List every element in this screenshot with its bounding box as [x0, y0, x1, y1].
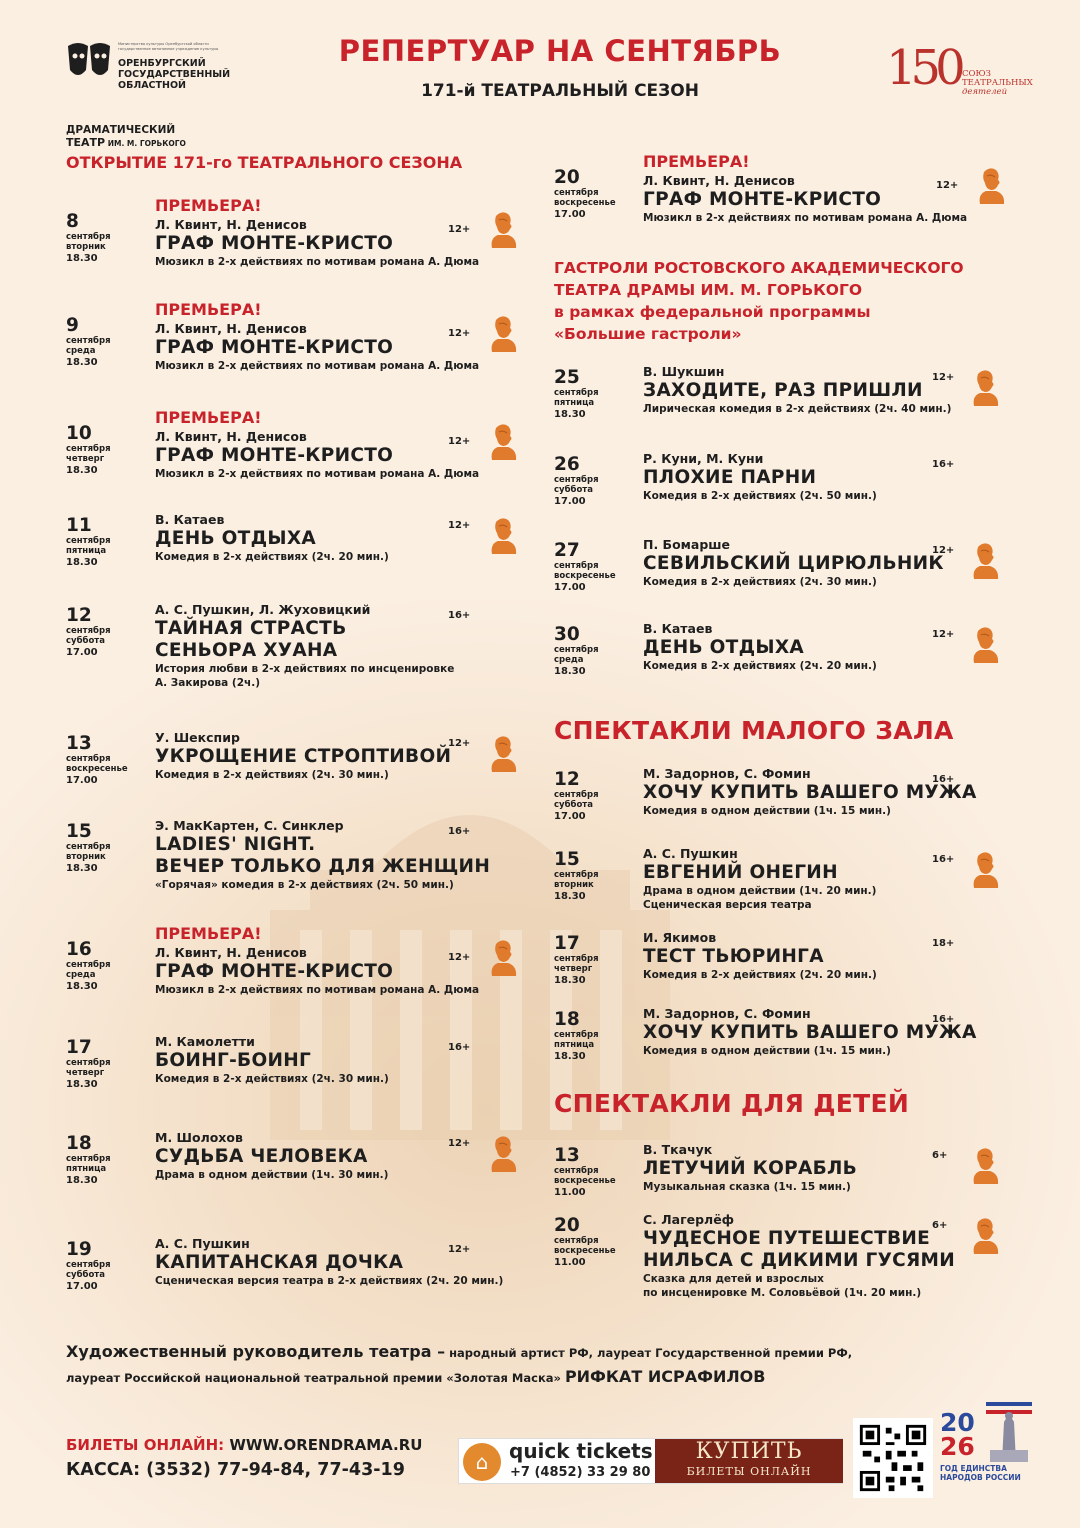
entry-description: Мюзикл в 2-х действиях по мотивам романа А. Дюма	[643, 212, 968, 224]
entry-info	[643, 1142, 857, 1194]
entry-description: Комедия в 2-х действиях (2ч. 50 мин.)	[643, 490, 877, 502]
logo-line-3-small: ИМ. М. ГОРЬКОГО	[105, 139, 186, 148]
entry-time: 11.00	[554, 1257, 586, 1268]
entry-month: сентября	[66, 444, 111, 454]
entry-info	[643, 930, 877, 982]
entry-date	[554, 625, 640, 678]
age-rating: 18+	[932, 938, 955, 949]
box-office-phones: КАССА: (3532) 77-94-84, 77-43-19	[66, 1460, 405, 1480]
age-rating: 12+	[448, 224, 471, 235]
entry-month: сентября	[66, 842, 111, 852]
gorky-bust-icon	[486, 210, 520, 248]
entry-description-line-2: по инсценировке М. Соловьёвой (1ч. 20 мин.)	[643, 1287, 922, 1299]
year-digits-26: 26	[940, 1432, 975, 1461]
entry-date	[66, 212, 152, 265]
premiere-label: ПРЕМЬЕРА!	[155, 300, 262, 319]
entry-author: П. Бомарше	[643, 537, 731, 552]
age-rating: 12+	[932, 372, 955, 383]
logo-line-2: ДРАМАТИЧЕСКИЙ	[66, 124, 176, 136]
entry-day: 8	[66, 211, 79, 232]
entry-day: 27	[554, 540, 580, 561]
entry-day: 17	[66, 1037, 92, 1058]
gorky-bust-icon	[486, 1134, 520, 1172]
entry-day: 20	[554, 167, 580, 188]
buy-label: КУПИТЬ	[695, 1439, 803, 1464]
union-logo-text	[962, 70, 1033, 97]
age-rating: 12+	[448, 436, 471, 447]
entry-month: сентября	[66, 754, 111, 764]
entry-time: 18.30	[66, 253, 98, 264]
entry-author: Л. Квинт, Н. Денисов	[155, 429, 307, 444]
section-small-hall: СПЕКТАКЛИ МАЛОГО ЗАЛА	[554, 716, 954, 745]
entry-title: ЗАХОДИТЕ, РАЗ ПРИШЛИ	[643, 380, 923, 401]
age-rating: 12+	[448, 1244, 471, 1255]
entry-author: М. Шолохов	[155, 1130, 243, 1145]
gorky-bust-icon	[968, 1216, 1002, 1254]
entry-date	[554, 1010, 640, 1063]
entry-title: LADIES' NIGHT.	[155, 834, 316, 855]
age-rating: 16+	[932, 854, 955, 865]
entry-description: «Горячая» комедия в 2-х действиях (2ч. 50 мин.)	[155, 879, 454, 891]
entry-month: сентября	[66, 336, 111, 346]
section-children: СПЕКТАКЛИ ДЛЯ ДЕТЕЙ	[554, 1089, 910, 1118]
entry-info	[155, 512, 389, 564]
entry-day: 11	[66, 515, 92, 536]
entry-date	[554, 455, 640, 508]
entry-day: 30	[554, 624, 580, 645]
entry-time: 11.00	[554, 1187, 586, 1198]
director-award: лауреат Российской национальной театральной премии «Золотая Маска»	[66, 1371, 565, 1385]
entry-author: М. Задорнов, С. Фомин	[643, 766, 811, 781]
age-rating: 16+	[448, 610, 471, 621]
entry-info	[643, 621, 877, 673]
entry-description: Сценическая версия театра в 2-х действиях (2ч. 20 мин.)	[155, 1275, 504, 1287]
entry-title: ГРАФ МОНТЕ-КРИСТО	[643, 189, 882, 210]
gorky-bust-icon	[486, 314, 520, 352]
entry-month: сентября	[554, 475, 599, 485]
entry-description: Сказка для детей и взрослых	[643, 1273, 824, 1285]
entry-description: Мюзикл в 2-х действиях по мотивам романа А. Дюма	[155, 468, 480, 480]
entry-month: сентября	[66, 536, 111, 546]
entry-info	[155, 924, 479, 997]
entry-description: Мюзикл в 2-х действиях по мотивам романа А. Дюма	[155, 256, 480, 268]
entry-info	[643, 1212, 955, 1300]
section-opening: ОТКРЫТИЕ 171-го ТЕАТРАЛЬНОГО СЕЗОНА	[66, 153, 463, 172]
page-title: РЕПЕРТУАР НА СЕНТЯБРЬ	[338, 34, 782, 68]
entry-author: В. Ткачук	[643, 1142, 713, 1157]
buy-tickets-button[interactable]	[655, 1439, 843, 1483]
entry-info	[643, 537, 944, 589]
year-digits-20: 20	[940, 1408, 975, 1437]
theatre-building-icon: ⌂	[463, 1443, 501, 1481]
entry-description: Мюзикл в 2-х действиях по мотивам романа А. Дюма	[155, 360, 480, 372]
entry-description: Комедия в 2-х действиях (2ч. 20 мин.)	[155, 551, 389, 563]
entry-description: Комедия в 2-х действиях (2ч. 30 мин.)	[155, 1073, 389, 1085]
entry-title-line-2: СЕНЬОРА ХУАНА	[155, 640, 338, 661]
premiere-label: ПРЕМЬЕРА!	[155, 196, 262, 215]
section-tour	[554, 257, 1024, 345]
gorky-bust-icon	[974, 166, 1008, 204]
entry-month: сентября	[554, 1236, 599, 1246]
entry-date	[66, 424, 152, 477]
entry-weekday: пятница	[554, 1040, 595, 1050]
theatre-logo	[66, 40, 236, 149]
director-line-2	[66, 1365, 1026, 1390]
year-of-unity-logo	[940, 1392, 1036, 1492]
entry-time: 17.00	[554, 496, 586, 507]
entry-title: ДЕНЬ ОТДЫХА	[155, 528, 317, 549]
entry-day: 16	[66, 939, 92, 960]
tickets-info	[66, 1436, 422, 1480]
entry-description: История любви в 2-х действиях по инсценировке	[155, 663, 455, 675]
entry-info	[155, 730, 451, 782]
age-rating: 12+	[448, 738, 471, 749]
entry-day: 13	[66, 733, 92, 754]
entry-author: А. С. Пушкин	[155, 1236, 250, 1251]
entry-month: сентября	[66, 1058, 111, 1068]
entry-title: ДЕНЬ ОТДЫХА	[643, 637, 805, 658]
entry-weekday: четверг	[554, 964, 593, 974]
age-rating: 12+	[448, 328, 471, 339]
entry-weekday: воскресенье	[554, 1176, 616, 1186]
entry-title: ГРАФ МОНТЕ-КРИСТО	[155, 445, 394, 466]
entry-day: 12	[66, 605, 92, 626]
entry-info	[643, 846, 876, 912]
director-name: РИФКАТ ИСРАФИЛОВ	[564, 1367, 766, 1386]
gorky-bust-icon	[968, 368, 1002, 406]
section-tour-line-4: «Большие гастроли»	[554, 325, 742, 343]
entry-weekday: суббота	[66, 636, 105, 646]
entry-weekday: среда	[66, 970, 96, 980]
entry-time: 17.00	[66, 775, 98, 786]
entry-time: 18.30	[66, 557, 98, 568]
entry-date	[66, 1134, 152, 1187]
entry-author: С. Лагерлёф	[643, 1212, 735, 1227]
entry-author: А. С. Пушкин	[643, 846, 738, 861]
entry-date	[554, 1146, 640, 1199]
entry-month: сентября	[554, 1166, 599, 1176]
entry-day: 18	[554, 1009, 580, 1030]
entry-info	[155, 1130, 388, 1182]
quick-tickets-brand: quick tickets	[509, 1439, 653, 1463]
entry-day: 15	[554, 849, 580, 870]
entry-author: А. С. Пушкин, Л. Жуховицкий	[155, 602, 371, 617]
gorky-bust-icon	[968, 541, 1002, 579]
entry-date	[554, 168, 640, 221]
entry-author: В. Катаев	[643, 621, 713, 636]
entry-month: сентября	[554, 954, 599, 964]
entry-month: сентября	[66, 232, 111, 242]
entry-time: 18.30	[66, 465, 98, 476]
entry-title: ЛЕТУЧИЙ КОРАБЛЬ	[643, 1158, 858, 1179]
entry-author: В. Шукшин	[643, 364, 725, 379]
entry-info	[155, 196, 479, 269]
entry-date	[66, 1240, 152, 1293]
entry-author: М. Камолетти	[155, 1034, 255, 1049]
entry-description-line-2: Сценическая версия театра	[643, 899, 812, 911]
entry-date	[66, 940, 152, 993]
entry-description: Музыкальная сказка (1ч. 15 мин.)	[643, 1181, 851, 1193]
entry-date	[66, 1038, 152, 1091]
entry-author: Э. МакКартен, С. Синклер	[155, 818, 344, 833]
premiere-label: ПРЕМЬЕРА!	[155, 408, 262, 427]
entry-month: сентября	[554, 188, 599, 198]
entry-time: 18.30	[66, 1079, 98, 1090]
entry-weekday: пятница	[66, 546, 107, 556]
entry-title: СЕВИЛЬСКИЙ ЦИРЮЛЬНИК	[643, 553, 944, 574]
entry-description: Комедия в 2-х действиях (2ч. 30 мин.)	[643, 576, 877, 588]
entry-day: 19	[66, 1239, 92, 1260]
entry-time: 18.30	[554, 975, 586, 986]
director-titles: народный артист РФ, лауреат Государственной премии РФ,	[445, 1346, 853, 1360]
age-rating: 12+	[448, 520, 471, 531]
qr-code-icon[interactable]	[853, 1418, 933, 1498]
union-logo	[886, 40, 1036, 102]
entry-date	[66, 822, 152, 875]
gorky-bust-icon	[486, 734, 520, 772]
gorky-bust-icon	[968, 625, 1002, 663]
entry-description: Драма в одном действии (1ч. 30 мин.)	[155, 1169, 389, 1181]
gorky-bust-icon	[486, 938, 520, 976]
entry-weekday: воскресенье	[554, 571, 616, 581]
entry-date	[66, 734, 152, 787]
logo-line-3-main: ТЕАТР	[66, 136, 106, 149]
entry-description: Лирическая комедия в 2-х действиях (2ч. 40 мин.)	[643, 403, 952, 415]
entry-author: Л. Квинт, Н. Денисов	[155, 945, 307, 960]
entry-info	[643, 766, 977, 818]
age-rating: 6+	[932, 1150, 948, 1161]
entry-weekday: четверг	[66, 454, 105, 464]
entry-info	[155, 818, 490, 892]
entry-month: сентября	[66, 960, 111, 970]
entry-title: ТЕСТ ТЬЮРИНГА	[643, 946, 824, 967]
entry-weekday: вторник	[66, 852, 106, 862]
entry-author: И. Якимов	[643, 930, 717, 945]
age-rating: 6+	[932, 1220, 948, 1231]
quick-tickets-banner[interactable]	[458, 1438, 843, 1484]
entry-month: сентября	[66, 626, 111, 636]
artistic-director	[66, 1340, 1026, 1390]
union-logo-line-1: СОЮЗ	[962, 69, 991, 79]
entry-month: сентября	[554, 870, 599, 880]
tickets-label: БИЛЕТЫ ОНЛАЙН:	[66, 1436, 230, 1454]
entry-author: М. Задорнов, С. Фомин	[643, 1006, 811, 1021]
entry-day: 25	[554, 367, 580, 388]
age-rating: 12+	[448, 1138, 471, 1149]
entry-weekday: вторник	[66, 242, 106, 252]
entry-author: Л. Квинт, Н. Денисов	[643, 173, 795, 188]
entry-date	[554, 770, 640, 823]
union-logo-line-3-italic: деятелей	[962, 87, 1008, 97]
entry-month: сентября	[66, 1260, 111, 1270]
page-subtitle: 171-й ТЕАТРАЛЬНЫЙ СЕЗОН	[421, 81, 699, 101]
entry-title: БОИНГ-БОИНГ	[155, 1050, 312, 1071]
entry-month: сентября	[554, 388, 599, 398]
entry-time: 17.00	[554, 582, 586, 593]
entry-time: 17.00	[554, 209, 586, 220]
entry-title: УКРОЩЕНИЕ СТРОПТИВОЙ	[155, 746, 452, 767]
entry-description: Драма в одном действии (1ч. 20 мин.)	[643, 885, 877, 897]
entry-time: 17.00	[66, 1281, 98, 1292]
entry-time: 18.30	[554, 666, 586, 677]
age-rating: 16+	[932, 1014, 955, 1025]
entry-weekday: суббота	[554, 485, 593, 495]
entry-info	[643, 1006, 977, 1058]
gorky-bust-icon	[486, 516, 520, 554]
entry-title: СУДЬБА ЧЕЛОВЕКА	[155, 1146, 368, 1167]
section-tour-line-3: в рамках федеральной программы	[554, 303, 871, 321]
entry-info	[643, 152, 967, 225]
premiere-label: ПРЕМЬЕРА!	[643, 152, 750, 171]
entry-date	[554, 934, 640, 987]
entry-day: 18	[66, 1133, 92, 1154]
director-line-1	[66, 1340, 1026, 1365]
buy-sublabel: БИЛЕТЫ ОНЛАЙН	[686, 1465, 812, 1478]
entry-description: Комедия в 2-х действиях (2ч. 20 мин.)	[643, 660, 877, 672]
entry-weekday: пятница	[554, 398, 595, 408]
entry-date	[554, 1216, 640, 1269]
logo-line-1: ОРЕНБУРГСКИЙ ГОСУДАРСТВЕННЫЙ ОБЛАСТНОЙ	[118, 58, 231, 91]
entry-month: сентября	[554, 1030, 599, 1040]
entry-title: ГРАФ МОНТЕ-КРИСТО	[155, 233, 394, 254]
entry-author: Л. Квинт, Н. Денисов	[155, 217, 307, 232]
entry-title: ЧУДЕСНОЕ ПУТЕШЕСТВИЕ	[643, 1228, 931, 1249]
gorky-bust-icon	[968, 850, 1002, 888]
section-tour-line-2: ТЕАТРА ДРАМЫ ИМ. М. ГОРЬКОГО	[554, 281, 863, 299]
age-rating: 12+	[932, 629, 955, 640]
age-rating: 12+	[932, 545, 955, 556]
entry-author: У. Шекспир	[155, 730, 240, 745]
entry-description: Мюзикл в 2-х действиях по мотивам романа А. Дюма	[155, 984, 480, 996]
entry-weekday: четверг	[66, 1068, 105, 1078]
entry-title: ГРАФ МОНТЕ-КРИСТО	[155, 961, 394, 982]
entry-month: сентября	[554, 645, 599, 655]
entry-weekday: суббота	[66, 1270, 105, 1280]
age-rating: 16+	[932, 774, 955, 785]
entry-title: ТАЙНАЯ СТРАСТЬ	[155, 618, 347, 639]
entry-title-line-2: НИЛЬСА С ДИКИМИ ГУСЯМИ	[643, 1250, 956, 1271]
age-rating: 12+	[936, 180, 959, 191]
entry-description: Комедия в одном действии (1ч. 15 мин.)	[643, 1045, 891, 1057]
entry-time: 18.30	[66, 357, 98, 368]
entry-time: 18.30	[66, 863, 98, 874]
entry-date	[66, 516, 152, 569]
entry-description: Комедия в 2-х действиях (2ч. 30 мин.)	[155, 769, 389, 781]
entry-date	[66, 606, 152, 659]
monument-icon	[984, 1392, 1034, 1462]
entry-title: ГРАФ МОНТЕ-КРИСТО	[155, 337, 394, 358]
entry-info	[643, 451, 877, 503]
entry-day: 20	[554, 1215, 580, 1236]
entry-day: 12	[554, 769, 580, 790]
theatre-masks-icon	[66, 40, 112, 84]
section-tour-line-1: ГАСТРОЛИ РОСТОВСКОГО АКАДЕМИЧЕСКОГО	[554, 259, 964, 277]
union-logo-number: 150	[886, 40, 960, 96]
entry-description-line-2: А. Закирова (2ч.)	[155, 677, 261, 689]
entry-info	[155, 602, 454, 690]
entry-weekday: пятница	[66, 1164, 107, 1174]
year-caption: ГОД ЕДИНСТВА НАРОДОВ РОССИИ	[940, 1464, 1021, 1482]
gorky-bust-icon	[486, 422, 520, 460]
logo-line-3	[66, 136, 186, 149]
tickets-site-link[interactable]: WWW.ORENDRAMA.RU	[229, 1436, 423, 1454]
union-logo-line-3	[962, 88, 1033, 97]
entry-date	[554, 368, 640, 421]
entry-title: ХОЧУ КУПИТЬ ВАШЕГО МУЖА	[643, 782, 977, 803]
entry-title-line-2: ВЕЧЕР ТОЛЬКО ДЛЯ ЖЕНЩИН	[155, 856, 491, 877]
logo-ministry-text: Министерство культуры Оренбургской области государственное автономное учреждение культуры	[118, 42, 219, 51]
quick-tickets-phone: +7 (4852) 33 29 80	[510, 1465, 651, 1480]
entry-author: Р. Куни, М. Куни	[643, 451, 764, 466]
entry-time: 18.30	[554, 409, 586, 420]
entry-day: 15	[66, 821, 92, 842]
entry-description: Комедия в одном действии (1ч. 15 мин.)	[643, 805, 891, 817]
entry-weekday: вторник	[554, 880, 594, 890]
entry-weekday: среда	[554, 655, 584, 665]
entry-day: 9	[66, 315, 79, 336]
age-rating: 12+	[448, 952, 471, 963]
entry-author: Л. Квинт, Н. Денисов	[155, 321, 307, 336]
age-rating: 16+	[448, 1042, 471, 1053]
entry-date	[66, 316, 152, 369]
entry-time: 18.30	[66, 981, 98, 992]
entry-day: 26	[554, 454, 580, 475]
premiere-label: ПРЕМЬЕРА!	[155, 924, 262, 943]
entry-weekday: воскресенье	[66, 764, 128, 774]
entry-weekday: среда	[66, 346, 96, 356]
entry-time: 18.30	[66, 1175, 98, 1186]
entry-info	[155, 408, 479, 481]
entry-title: ХОЧУ КУПИТЬ ВАШЕГО МУЖА	[643, 1022, 977, 1043]
entry-weekday: воскресенье	[554, 1246, 616, 1256]
entry-title: КАПИТАНСКАЯ ДОЧКА	[155, 1252, 404, 1273]
entry-title: ЕВГЕНИЙ ОНЕГИН	[643, 862, 838, 883]
entry-info	[155, 300, 479, 373]
age-rating: 16+	[448, 826, 471, 837]
entry-month: сентября	[66, 1154, 111, 1164]
entry-time: 18.30	[554, 1051, 586, 1062]
gorky-bust-icon	[968, 1146, 1002, 1184]
entry-time: 17.00	[66, 647, 98, 658]
entry-time: 18.30	[554, 891, 586, 902]
entry-date	[554, 850, 640, 903]
entry-month: сентября	[554, 790, 599, 800]
entry-month: сентября	[554, 561, 599, 571]
tickets-online	[66, 1436, 422, 1454]
entry-weekday: суббота	[554, 800, 593, 810]
entry-day: 10	[66, 423, 92, 444]
entry-title: ПЛОХИЕ ПАРНИ	[643, 467, 817, 488]
entry-time: 17.00	[554, 811, 586, 822]
union-logo-line-2: ТЕАТРАЛЬНЫХ	[962, 78, 1033, 88]
age-rating: 16+	[932, 459, 955, 470]
entry-info	[643, 364, 951, 416]
director-heading: Художественный руководитель театра –	[66, 1342, 446, 1361]
entry-day: 13	[554, 1145, 580, 1166]
entry-info	[155, 1034, 389, 1086]
entry-author: В. Катаев	[155, 512, 225, 527]
entry-day: 17	[554, 933, 580, 954]
entry-weekday: воскресенье	[554, 198, 616, 208]
entry-date	[554, 541, 640, 594]
entry-description: Комедия в 2-х действиях (2ч. 20 мин.)	[643, 969, 877, 981]
